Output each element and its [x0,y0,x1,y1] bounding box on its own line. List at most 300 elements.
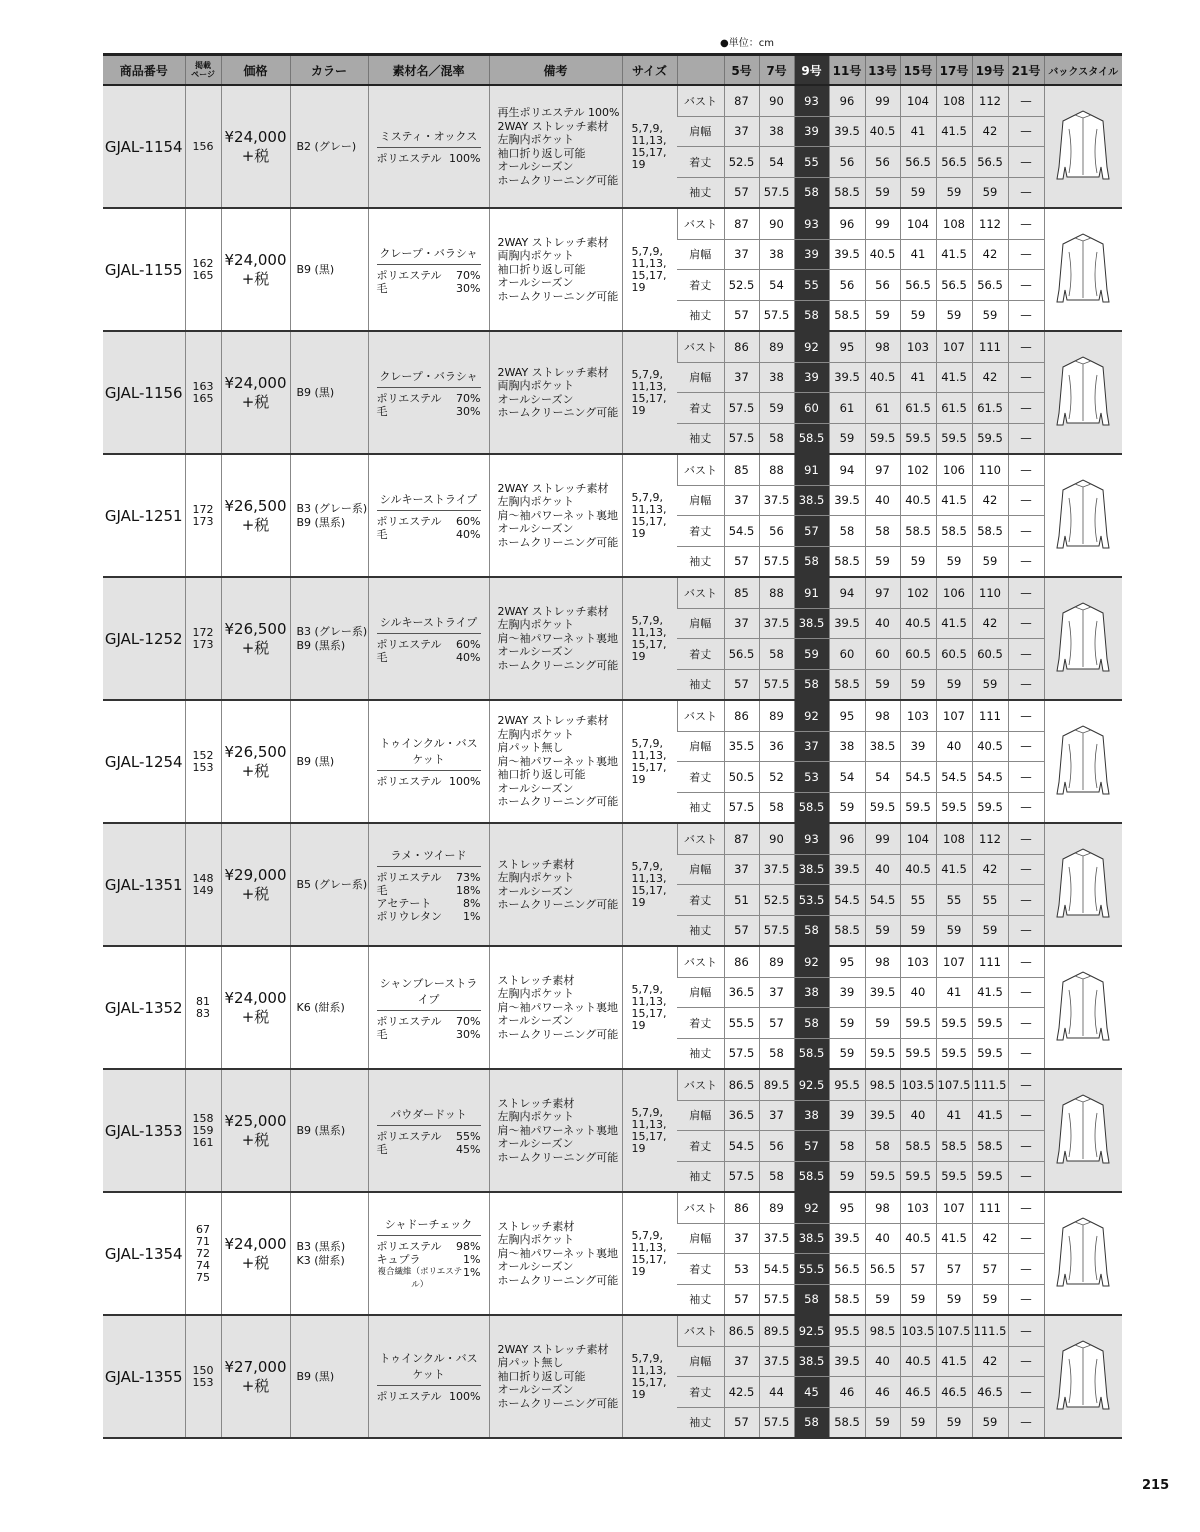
fiber-name: キュプラ [376,1252,421,1266]
size-list-line: 11,13, [631,133,667,147]
measure-value: 98 [865,700,900,731]
measure-value-21-na: — [1008,577,1044,608]
jacket-back-icon [1053,476,1113,556]
measure-value-21-na: — [1008,823,1044,854]
measure-value: 89.5 [759,1315,794,1346]
measure-value: 54.5 [829,885,865,916]
measure-value: 56.5 [865,1254,900,1285]
size-list-line: 11,13, [631,625,667,639]
material-name: トゥインクル・バスケット [377,735,481,771]
remark-line: ストレッチ素材 [497,1096,575,1110]
material [368,85,489,208]
measure-value: 52 [759,762,794,793]
color-option: B9 (黒系) [296,515,346,529]
price [221,85,290,208]
measure-value: 58.5 [794,792,829,823]
measure-value: 41.5 [936,1223,972,1254]
remark-line: ホームクリーニング可能 [497,1027,619,1041]
header-page-line1: 掲載 [195,61,211,70]
measure-value: 39 [829,977,865,1008]
color [290,577,368,700]
header-product-no: 商品番号 [103,55,185,86]
size-list-line: 15,17, [631,883,667,897]
material-name: クレープ・バラシャ [377,368,481,388]
remarks [489,946,622,1069]
measure-label: バスト [677,454,724,485]
material-ratio [377,515,481,528]
measure-value: 40 [865,1346,900,1377]
measure-value: 39.5 [865,977,900,1008]
available-sizes [622,454,677,577]
remark-line: 両胸内ポケット [497,379,574,392]
measure-value-21-na: — [1008,362,1044,393]
measure-value: 57 [936,1254,972,1285]
remark-line: オールシーズン [497,884,574,898]
page-ref: 83 [196,1006,210,1020]
product-block [103,331,1122,454]
measure-value: 57 [900,1254,936,1285]
measure-value: 37.5 [759,485,794,516]
measure-value-21-na: — [1008,731,1044,762]
tax-label: +税 [241,269,270,288]
measure-value: 41.5 [936,608,972,639]
measure-value: 58 [759,423,794,454]
listing-pages [185,823,221,946]
measure-value: 85 [724,454,759,485]
measure-value-21-na: — [1008,915,1044,946]
header-size-21: 21号 [1008,55,1044,86]
measure-value: 59.5 [865,792,900,823]
price-value: ¥24,000 [224,250,287,269]
remark-line: 左胸内ポケット [497,727,574,741]
table-row [103,454,1122,485]
size-list-line: 5,7,9, [631,244,663,258]
jacket-back-icon [1053,1091,1113,1171]
size-list-line: 5,7,9, [631,613,663,627]
header-page [185,55,221,86]
size-list-line: 11,13, [631,748,667,762]
measure-label: バスト [677,700,724,731]
measure-value-21-na: — [1008,885,1044,916]
tax-label: +税 [241,1253,270,1272]
measure-value: 90 [759,85,794,116]
measure-value: 61.5 [936,393,972,424]
measure-value: 86 [724,700,759,731]
fiber-name: ポリウレタン [376,909,443,923]
remark-line: 2WAY ストレッチ素材 [497,714,609,728]
measure-value: 36 [759,731,794,762]
material-name: ミスティ・オックス [377,128,481,148]
fiber-name: 複合繊維（ポリエステル） [377,1266,463,1290]
material-ratio [377,392,481,405]
measure-value: 55 [972,885,1008,916]
measure-value: 54 [759,147,794,178]
measure-value: 55.5 [794,1254,829,1285]
measure-value: 57 [724,1284,759,1315]
measure-value: 41.5 [936,854,972,885]
measure-value: 42 [972,608,1008,639]
remark-line: 肩パット無し [497,741,564,755]
tax-label: +税 [241,1376,270,1395]
measure-value: 52.5 [759,885,794,916]
fiber-name: 毛 [376,404,388,418]
measure-value: 103 [900,700,936,731]
measure-value: 112 [972,85,1008,116]
measure-value: 56 [759,1131,794,1162]
measure-label: バスト [677,946,724,977]
price [221,208,290,331]
color-option: B3 (黒系) [296,1239,346,1253]
measure-value: 37 [724,239,759,270]
measure-value: 59 [865,669,900,700]
listing-pages [185,85,221,208]
page-ref: 173 [192,514,214,528]
size-list-line: 15,17, [631,1006,667,1020]
measure-value: 59 [972,1284,1008,1315]
remark-line: 左胸内ポケット [497,871,574,884]
remark-line: ストレッチ素材 [497,857,575,871]
measure-value: 57.5 [724,1161,759,1192]
available-sizes [622,823,677,946]
measure-value: 58 [794,1284,829,1315]
measure-value: 58.5 [829,669,865,700]
color-option: B5 (グレー系) [296,877,368,891]
price-value: ¥24,000 [224,373,287,392]
page-ref: 165 [192,268,214,282]
remark-line: 再生ポリエステル 100% [497,106,620,119]
color-option: B2 (グレー) [296,139,357,153]
measure-value: 56.5 [900,147,936,178]
material [368,700,489,823]
measure-value: 95.5 [829,1315,865,1346]
measure-value: 56.5 [972,270,1008,301]
measure-value: 38.5 [794,1223,829,1254]
measure-value: 87 [724,823,759,854]
fiber-name: 毛 [376,1142,388,1156]
remark-line: オールシーズン [497,160,574,173]
remark-line: ストレッチ素材 [497,973,575,987]
jacket-back-icon [1053,107,1113,187]
measure-value: 54.5 [724,1131,759,1162]
measure-value: 59 [900,546,936,577]
table-row [103,1192,1122,1223]
measure-value: 58 [759,1038,794,1069]
measure-value: 39 [794,362,829,393]
remark-line: 肩～袖パワーネット裏地 [497,754,618,768]
fiber-percent: 45% [456,1142,481,1156]
remark-line: オールシーズン [497,781,574,795]
measure-value: 56.5 [829,1254,865,1285]
measure-value: 99 [865,208,900,239]
measure-value: 42.5 [724,1377,759,1408]
color-option: K6 (紺系) [296,1000,345,1014]
measure-value: 56.5 [936,270,972,301]
measure-value: 111 [972,331,1008,362]
material-ratio [377,1015,481,1028]
material-ratio [377,1143,481,1156]
measure-value: 90 [759,823,794,854]
remark-line: 左胸内ポケット [497,495,574,509]
measure-value: 97 [865,454,900,485]
measure-value: 106 [936,577,972,608]
size-list-line: 15,17, [631,637,667,651]
measure-value: 57 [724,177,759,208]
remark-line: 左胸内ポケット [497,618,574,632]
available-sizes [622,331,677,454]
remarks [489,823,622,946]
fiber-name: 毛 [376,1027,388,1041]
material-name: シルキーストライプ [377,491,481,511]
measure-value: 111 [972,946,1008,977]
measure-value-21-na: — [1008,208,1044,239]
price [221,700,290,823]
header-measure-label [677,55,724,86]
measure-value: 56.5 [724,639,759,670]
back-style-illustration [1044,1069,1122,1192]
measure-value: 61.5 [972,393,1008,424]
jacket-back-icon [1053,230,1113,310]
remark-line: 肩～袖パワーネット裏地 [497,1123,618,1137]
fiber-name: ポリエステル [376,870,442,884]
measure-label: バスト [677,1192,724,1223]
header-size-7: 7号 [759,55,794,86]
measure-value: 37.5 [759,1346,794,1377]
measure-value: 41 [936,977,972,1008]
material-ratio [377,651,481,664]
available-sizes [622,1192,677,1315]
back-style-illustration [1044,823,1122,946]
remark-line: 2WAY ストレッチ素材 [497,365,609,379]
product-number: GJAL-1156 [103,331,185,454]
measure-value: 58 [865,516,900,547]
remark-line: ホームクリーニング可能 [497,535,619,549]
measure-value: 37.5 [759,608,794,639]
measure-value: 51 [724,885,759,916]
measure-label: バスト [677,1315,724,1346]
material-name: トゥインクル・バスケット [377,1350,481,1386]
measure-value: 41.5 [972,977,1008,1008]
measure-label: 肩幅 [677,1223,724,1254]
measure-value-21-na: — [1008,946,1044,977]
header-size-13: 13号 [865,55,900,86]
measure-value: 56 [829,270,865,301]
size-list-line: 11,13, [631,1363,667,1377]
measure-value: 38 [759,362,794,393]
measure-value: 94 [829,577,865,608]
available-sizes [622,1069,677,1192]
back-style-illustration [1044,331,1122,454]
table-row [103,85,1122,116]
price [221,823,290,946]
measure-value: 36.5 [724,1100,759,1131]
remark-line: ホームクリーニング可能 [497,1396,619,1410]
listing-pages [185,1192,221,1315]
fiber-percent: 40% [456,527,481,541]
measure-value-21-na: — [1008,1161,1044,1192]
size-list-line: 19 [631,1387,646,1401]
fiber-percent: 60% [456,514,481,528]
measure-value: 111.5 [972,1069,1008,1100]
page-number: 215 [1142,1478,1170,1493]
measure-value: 37 [759,977,794,1008]
material-ratio [377,638,481,651]
measure-value: 58.5 [829,177,865,208]
measure-value: 37 [724,485,759,516]
measure-value: 37.5 [759,854,794,885]
fiber-name: 毛 [376,281,388,295]
measure-value: 41 [900,239,936,270]
measure-value-21-na: — [1008,792,1044,823]
remark-line: ホームクリーニング可能 [497,1150,619,1164]
measure-value-21-na: — [1008,147,1044,178]
measure-value: 106 [936,454,972,485]
price-value: ¥24,000 [224,127,287,146]
measure-value: 38 [794,1100,829,1131]
measure-value: 38.5 [794,854,829,885]
measure-value: 59 [900,177,936,208]
fiber-name: ポリエステル [376,1014,442,1028]
measure-value: 46.5 [936,1377,972,1408]
measure-label: 袖丈 [677,1038,724,1069]
fiber-name: 毛 [376,883,388,897]
size-list-line: 5,7,9, [631,121,663,135]
measure-label: 着丈 [677,885,724,916]
price [221,1069,290,1192]
measure-value-21-na: — [1008,1069,1044,1100]
fiber-name: ポリエステル [376,152,442,165]
fiber-percent: 55% [456,1129,481,1143]
measure-value: 57.5 [759,546,794,577]
measure-value: 59 [865,915,900,946]
size-list-line: 19 [631,895,646,909]
measure-value: 54.5 [900,762,936,793]
measure-value: 37 [724,854,759,885]
header-size: サイズ [622,55,677,86]
color-option: B9 (黒系) [296,638,346,652]
size-list-line: 5,7,9, [631,1228,663,1242]
measure-value: 38 [759,239,794,270]
measure-value: 92 [794,331,829,362]
measure-value: 40.5 [865,116,900,147]
color [290,331,368,454]
measure-value-21-na: — [1008,1346,1044,1377]
price-value: ¥26,500 [224,619,287,638]
size-list-line: 15,17, [631,145,667,159]
measure-value: 42 [972,854,1008,885]
measure-value: 59.5 [936,423,972,454]
fiber-name: ポリエステル [376,514,442,528]
material-ratio [377,269,481,282]
measure-value-21-na: — [1008,177,1044,208]
remark-line: ホームクリーニング可能 [497,173,619,187]
size-list-line: 11,13, [631,502,667,516]
page-ref: 71 [196,1234,210,1248]
measure-value: 94 [829,454,865,485]
measure-value: 54 [865,762,900,793]
measure-value: 61 [829,393,865,424]
measure-value: 38 [759,116,794,147]
measure-value: 46 [829,1377,865,1408]
measure-value: 59 [972,669,1008,700]
measure-value: 42 [972,116,1008,147]
available-sizes [622,85,677,208]
product-block [103,1315,1122,1438]
listing-pages [185,700,221,823]
tax-label: +税 [241,1130,270,1149]
measure-value: 86 [724,331,759,362]
price [221,454,290,577]
remark-line: 2WAY ストレッチ素材 [497,119,609,133]
measure-value: 88 [759,577,794,608]
measure-value: 38.5 [794,1346,829,1377]
header-size-15: 15号 [900,55,936,86]
measure-value: 60 [865,639,900,670]
measure-value: 61.5 [900,393,936,424]
size-list-line: 5,7,9, [631,859,663,873]
fiber-percent: 30% [456,1027,481,1041]
measure-value: 57 [794,1131,829,1162]
measure-value: 59 [829,792,865,823]
measure-value: 59.5 [900,1008,936,1039]
header-back-style: バックスタイル [1044,55,1122,86]
product-number: GJAL-1252 [103,577,185,700]
measure-value-21-na: — [1008,546,1044,577]
measure-value: 41.5 [936,362,972,393]
measure-value: 93 [794,823,829,854]
measure-value: 42 [972,239,1008,270]
measure-label: 肩幅 [677,1346,724,1377]
fiber-percent: 1% [463,909,481,923]
measure-value: 58 [794,669,829,700]
measure-value: 59 [865,1008,900,1039]
color-option: B9 (黒) [296,1369,335,1383]
measure-value: 42 [972,1346,1008,1377]
remark-line: オールシーズン [497,1260,574,1274]
jacket-back-icon [1053,722,1113,802]
fiber-name: ポリエステル [376,1390,442,1403]
measure-value: 104 [900,823,936,854]
fiber-percent: 30% [456,281,481,295]
page-ref: 172 [192,502,214,516]
page-ref: 173 [192,637,214,651]
color-option: B9 (黒) [296,262,335,276]
measure-value: 46.5 [972,1377,1008,1408]
measure-value: 55 [936,885,972,916]
measure-value: 39.5 [829,1346,865,1377]
measure-value: 54.5 [759,1254,794,1285]
measure-value: 39.5 [829,239,865,270]
measure-value: 54.5 [936,762,972,793]
color [290,1315,368,1438]
measure-value: 104 [900,85,936,116]
measure-value: 59.5 [900,792,936,823]
remarks [489,208,622,331]
measure-value: 42 [972,1223,1008,1254]
remark-line: ホームクリーニング可能 [497,1273,619,1287]
measure-value: 99 [865,823,900,854]
table-row [103,946,1122,977]
page-ref: 153 [192,760,214,774]
measure-value: 40.5 [900,1346,936,1377]
header-size-17: 17号 [936,55,972,86]
measure-value: 59 [865,300,900,331]
measure-value: 59 [865,177,900,208]
listing-pages [185,208,221,331]
measure-value: 95.5 [829,1069,865,1100]
size-list-line: 5,7,9, [631,736,663,750]
measure-value: 40 [900,977,936,1008]
header-size-19: 19号 [972,55,1008,86]
